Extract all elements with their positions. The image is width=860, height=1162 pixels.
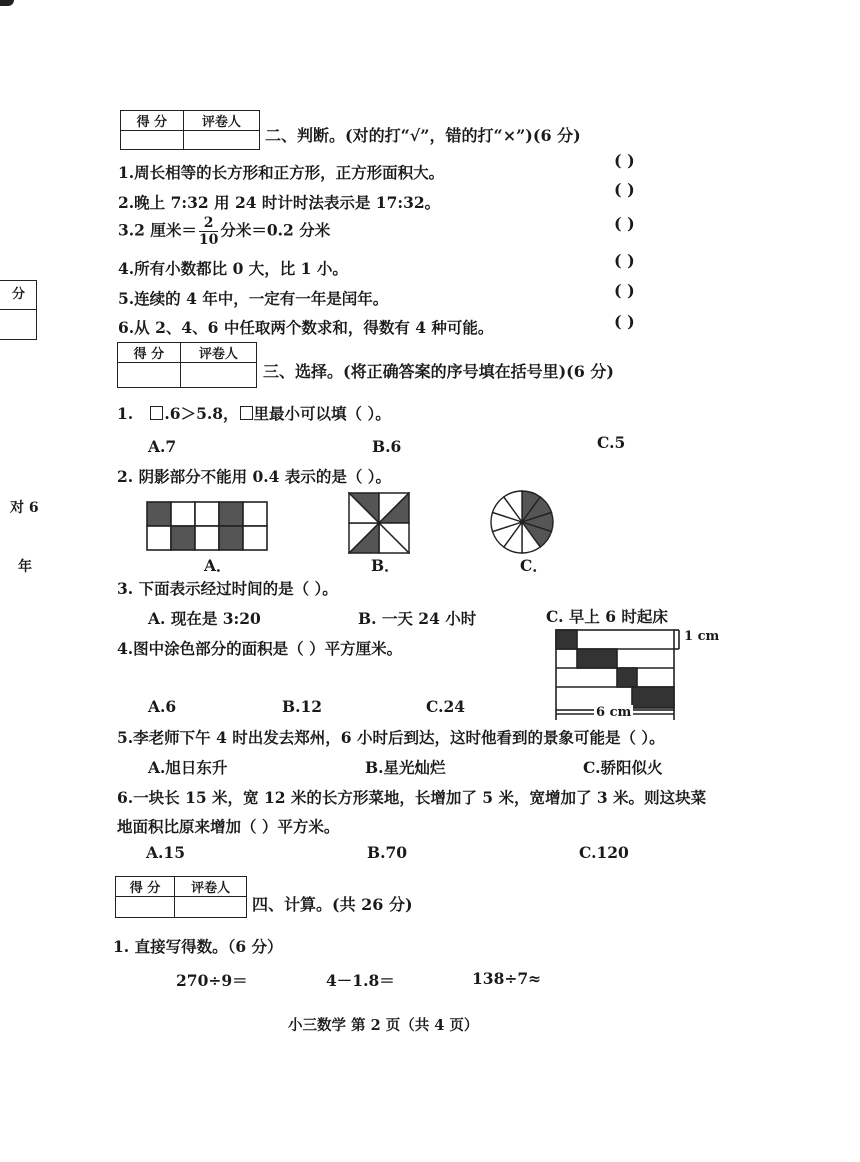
section3-title: 三、选择。(将正确答案的序号填在括号里)(6 分) — [263, 362, 614, 381]
q6-option-b[interactable]: B.70 — [367, 843, 408, 862]
q6-option-c[interactable]: C.120 — [579, 843, 629, 862]
section4-title: 四、计算。(共 26 分) — [252, 895, 413, 914]
margin-fragment-1: 对 6 — [10, 500, 39, 516]
margin-fragment-2: 年 — [18, 559, 32, 575]
grader-cell[interactable] — [175, 897, 247, 918]
grader-cell[interactable] — [183, 131, 259, 150]
choice-q1 — [117, 402, 391, 424]
q3-option-b[interactable]: B. 一天 24 小时 — [358, 609, 477, 628]
calc-expr-3: 138÷7≈ — [472, 969, 542, 988]
q4-option-a[interactable]: A.6 — [148, 697, 177, 716]
q1-text-a: .6＞5.8， — [164, 404, 239, 423]
q3-option-a[interactable]: A. 现在是 3:20 — [148, 609, 261, 628]
judge-item-3-after: 分米＝0.2 分米 — [220, 220, 331, 240]
judge-item-3 — [118, 216, 330, 247]
answer-blank-4[interactable]: ( ) — [614, 251, 635, 270]
answer-blank-5[interactable]: ( ) — [614, 281, 635, 300]
score-cell[interactable] — [116, 897, 175, 918]
q3-option-c[interactable]: C. 早上 6 时起床 — [546, 607, 668, 626]
figure-a-grid — [146, 501, 270, 552]
q5-option-c[interactable]: C.骄阳似火 — [583, 758, 663, 777]
grader-label: 评卷人 — [180, 343, 256, 363]
grid-cell-shaded — [171, 526, 195, 550]
answer-blank-2[interactable]: ( ) — [614, 180, 635, 199]
section2-title: 二、判断。(对的打“√”，错的打“×”)(6 分) — [265, 126, 581, 145]
q4-label-width: 6 cm — [596, 705, 632, 720]
scan-mark — [0, 0, 14, 6]
q2-option-b[interactable]: B． — [371, 556, 400, 575]
q1-text-b: 里最小可以填（ ）。 — [253, 404, 391, 423]
judge-item-4: 4.所有小数都比 0 大，比 1 小。 — [118, 259, 348, 278]
score-label: 得 分 — [118, 343, 181, 363]
judge-item-1: 1.周长相等的长方形和正方形，正方形面积大。 — [118, 163, 445, 182]
score-table-section4 — [115, 876, 247, 918]
q4-label-height: 1 cm — [684, 629, 720, 644]
left-score-label: 分 — [0, 281, 36, 310]
fraction-numerator: 2 — [199, 216, 218, 232]
q2-option-c[interactable]: C． — [520, 556, 548, 575]
judge-item-5: 5.连续的 4 年中，一定有一年是闰年。 — [118, 289, 389, 308]
answer-blank-3[interactable]: ( ) — [614, 214, 635, 233]
score-cell[interactable] — [118, 363, 181, 388]
q4-option-c[interactable]: C.24 — [426, 697, 466, 716]
grid-cell-shaded — [147, 502, 171, 526]
choice-q3: 3. 下面表示经过时间的是（ ）。 — [117, 579, 338, 598]
choice-q6-line1: 6.一块长 15 米，宽 12 米的长方形菜地，长增加了 5 米，宽增加了 3 米。则这块菜 — [117, 788, 707, 807]
judge-item-6: 6.从 2、4、6 中任取两个数求和，得数有 4 种可能。 — [118, 318, 494, 337]
grid-cell-shaded — [219, 526, 243, 550]
judge-item-3-before: 3.2 厘米＝ — [118, 220, 197, 240]
score-label: 得 分 — [116, 877, 175, 897]
q5-option-a[interactable]: A.旭日东升 — [148, 758, 228, 777]
grid-cell-shaded — [219, 502, 243, 526]
page-footer: 小三数学 第 2 页（共 4 页） — [288, 1017, 479, 1034]
choice-q5: 5.李老师下午 4 时出发去郑州，6 小时后到达，这时他看到的景象可能是（ ）。 — [117, 728, 665, 747]
score-label: 得 分 — [121, 111, 184, 131]
shaded-part — [556, 630, 577, 649]
left-score-box — [0, 280, 37, 340]
q5-option-b[interactable]: B.星光灿烂 — [365, 758, 446, 777]
choice-q6-line2: 地面积比原来增加（ ）平方米。 — [117, 817, 340, 836]
score-table-section3 — [117, 342, 257, 388]
answer-blank-1[interactable]: ( ) — [614, 151, 635, 170]
grader-label: 评卷人 — [183, 111, 259, 131]
fraction — [199, 216, 218, 247]
figure-q4-strips — [552, 628, 758, 720]
judge-item-2: 2.晚上 7:32 用 24 时计时法表示是 17:32。 — [118, 193, 441, 212]
figure-c-pie — [488, 488, 556, 556]
q2-option-a[interactable]: A． — [204, 556, 232, 575]
score-cell[interactable] — [121, 131, 184, 150]
q1-number: 1. — [117, 404, 134, 423]
fraction-denominator: 10 — [198, 232, 219, 248]
calc-expr-1: 270÷9＝ — [176, 971, 248, 990]
q6-option-a[interactable]: A.15 — [146, 843, 185, 862]
answer-blank-6[interactable]: ( ) — [614, 312, 635, 331]
figure-b-pinwheel — [348, 492, 410, 554]
q1-option-b[interactable]: B.6 — [372, 437, 402, 456]
shaded-part — [617, 668, 637, 687]
blank-square — [240, 406, 253, 420]
score-table-section2 — [120, 110, 260, 150]
q4-option-b[interactable]: B.12 — [282, 697, 323, 716]
blank-square — [150, 406, 163, 420]
grader-cell[interactable] — [180, 363, 256, 388]
calc-expr-2: 4－1.8＝ — [326, 971, 395, 990]
shaded-part — [632, 687, 674, 708]
shaded-part — [577, 649, 617, 668]
grader-label: 评卷人 — [175, 877, 247, 897]
calc-subtitle: 1. 直接写得数。（6 分） — [113, 937, 283, 956]
q1-option-a[interactable]: A.7 — [148, 437, 177, 456]
choice-q4: 4.图中涂色部分的面积是（ ）平方厘米。 — [117, 639, 403, 658]
q1-option-c[interactable]: C.5 — [597, 433, 626, 452]
choice-q2: 2. 阴影部分不能用 0.4 表示的是（ ）。 — [117, 467, 391, 486]
